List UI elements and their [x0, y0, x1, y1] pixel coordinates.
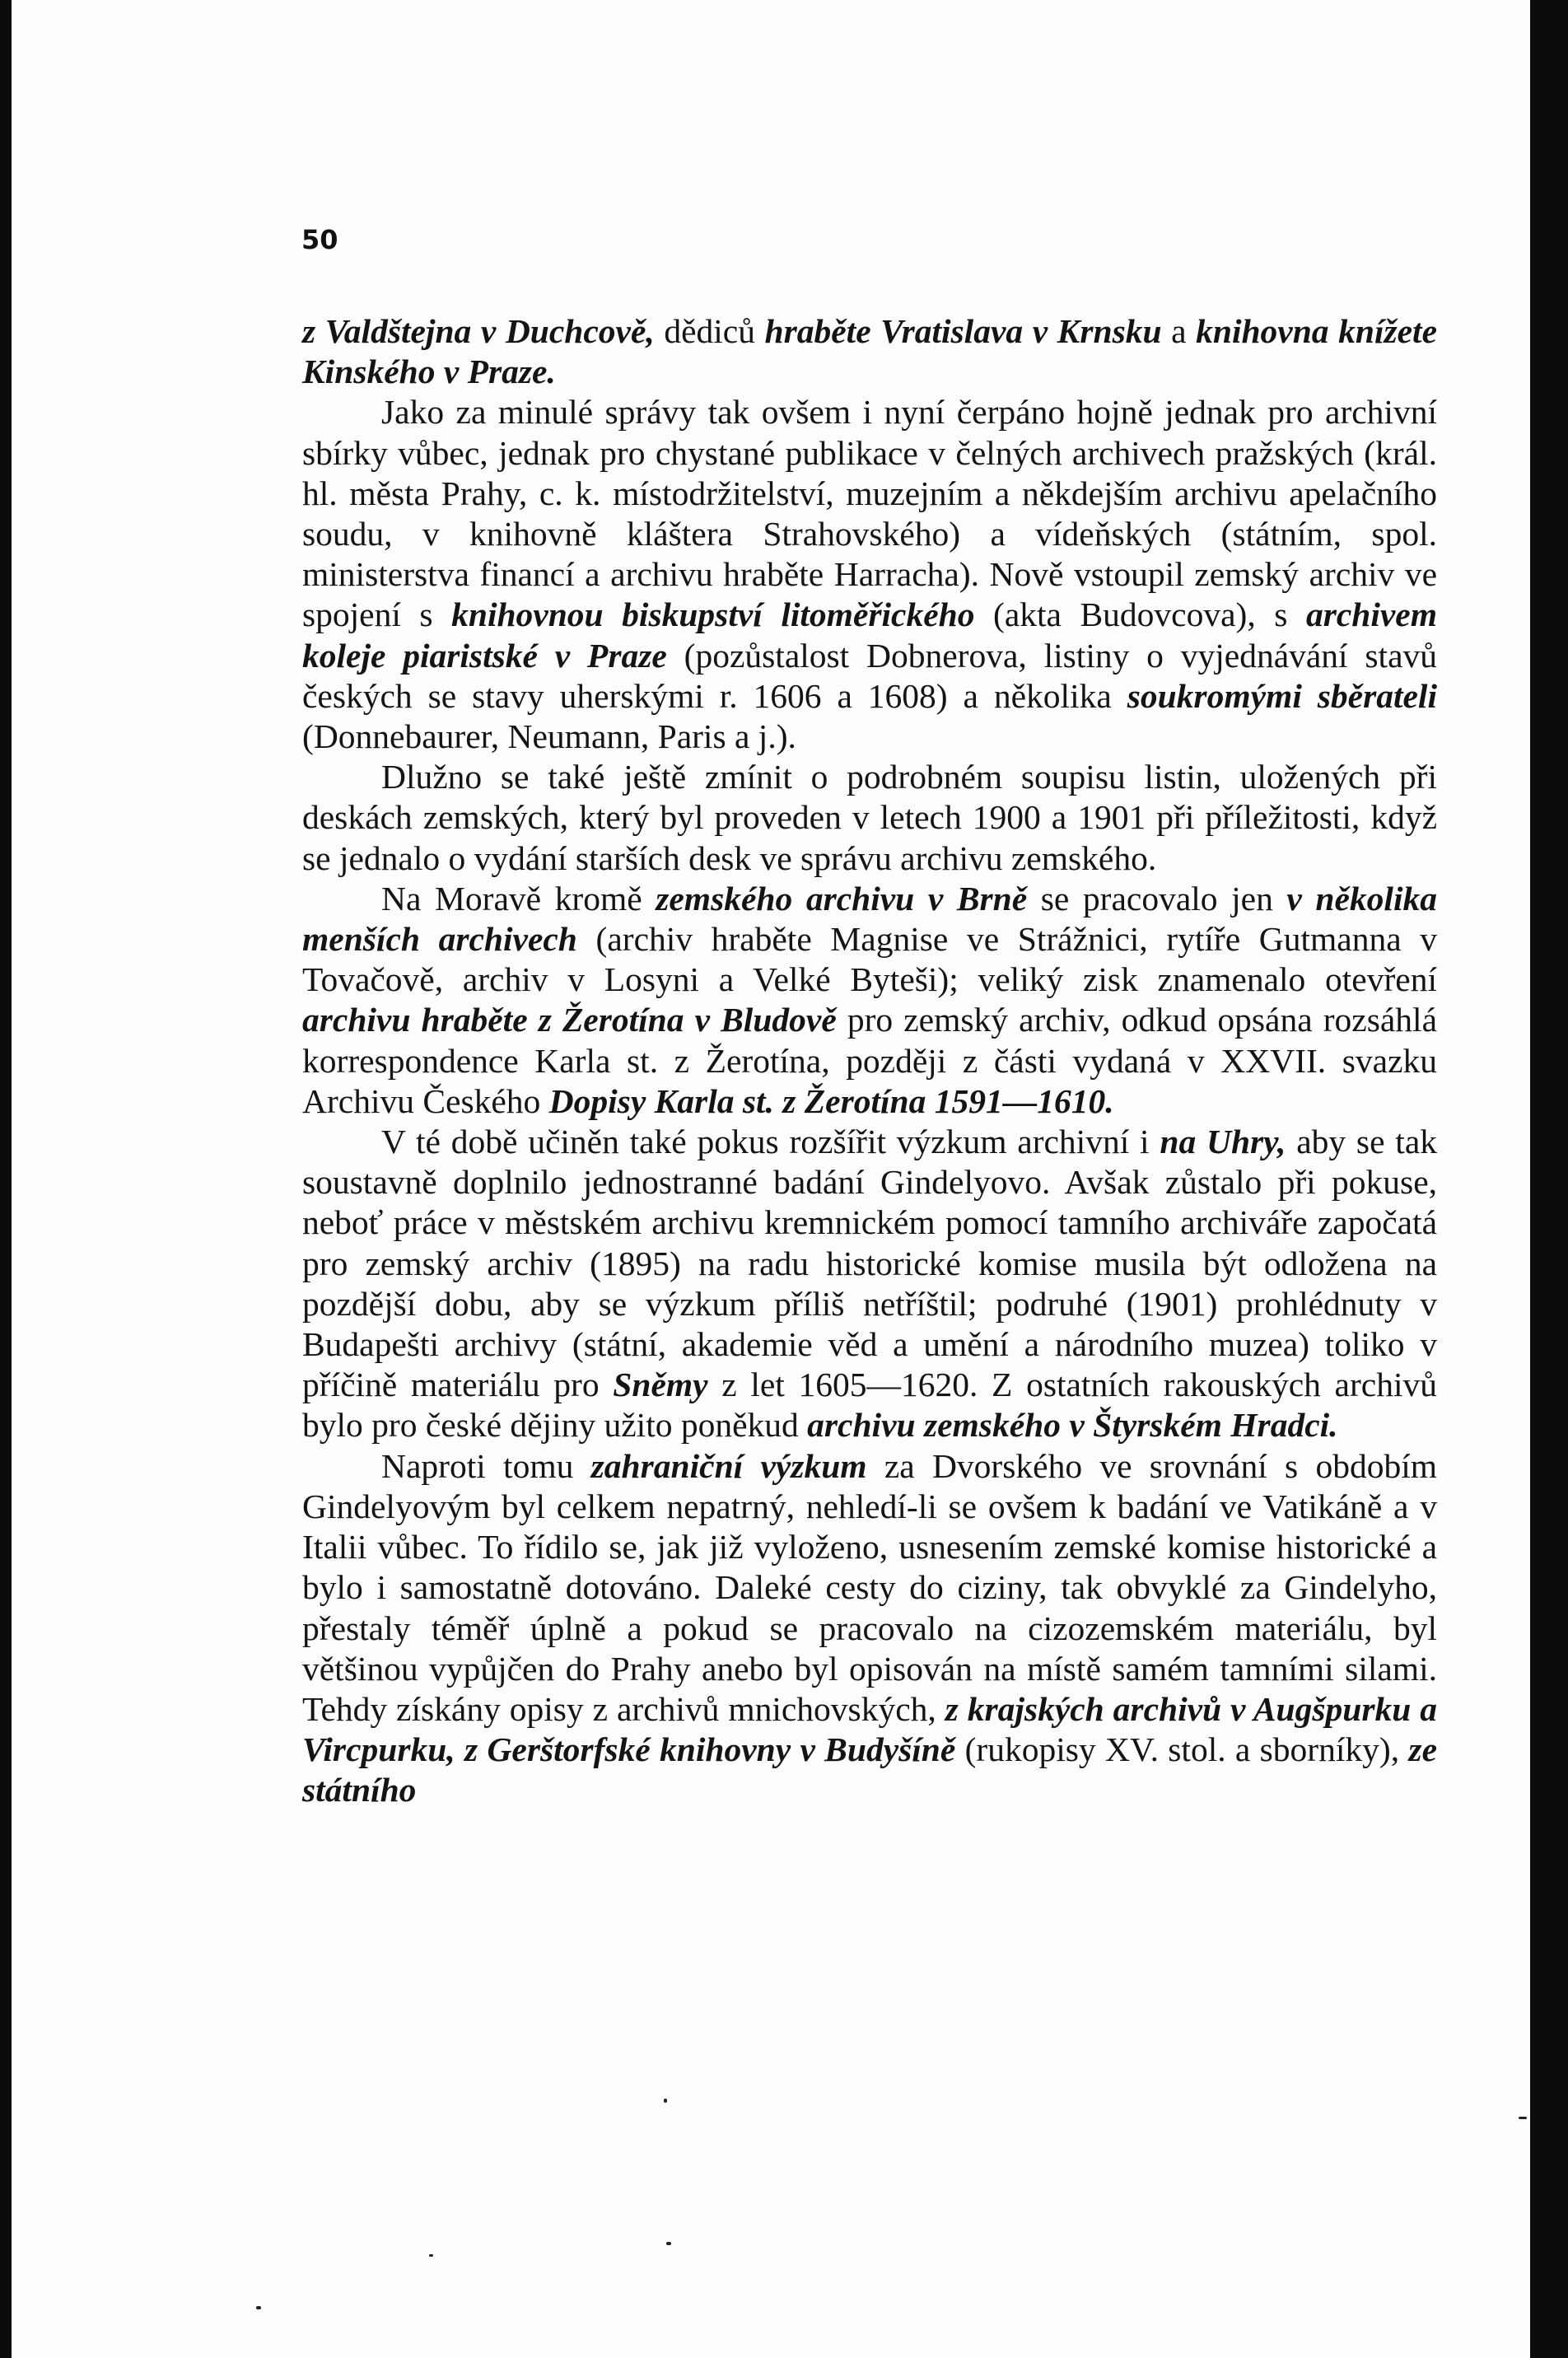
emphasized-text: archivem koleje piaristské v Praze	[302, 595, 1437, 675]
emphasized-text: Dopisy Karla st. z Žerotína 1591—1610.	[548, 1081, 1114, 1120]
book-page	[12, 0, 1530, 2358]
scan-speck	[429, 2254, 433, 2257]
paragraph-6	[302, 1446, 1437, 1811]
emphasized-text: knihovnou biskupství litoměřického	[451, 595, 975, 634]
text-run: (pozůstalost Dobnerova, listiny o vyjednávání stavů českých se stavy uherskými r. 1606 a 1608) a několika	[302, 636, 1437, 715]
text-run: (archiv hraběte Magnise ve Strážnici, rytíře Gutmanna v Tovačově, archiv v Losyni a Velké Byteši); veliký zisk znamenalo otevření	[302, 920, 1438, 999]
emphasized-text: zemského archivu v Brně	[656, 879, 1028, 918]
text-run: dědiců	[654, 312, 765, 350]
emphasized-text: ze státního	[302, 1730, 1437, 1809]
text-run: za Dvorského ve srovnání s obdobím Gindelyovým byl celkem nepatrný, nehledí-li se ovšem k badání ve Vatikáně a v Italii vůbec. To řídilo se, jak již vyloženo, usnesením zemské komise historické a bylo i samostatně dotováno. Daleké cesty do ciziny, tak obvyklé za Gindelyho, přestaly téměř úplně a pokud se pracovalo na cizozemském materiálu, byl většinou vypůjčen do Prahy anebo byl opisován na místě samém tamními silami. Tehdy získány opisy z archivů mnichovských,	[302, 1446, 1437, 1728]
page-number: 50	[301, 224, 338, 255]
scan-speck	[256, 2306, 261, 2309]
text-run: a	[1161, 312, 1197, 350]
emphasized-text: archivu hraběte z Žerotína v Bludově	[302, 1001, 837, 1039]
emphasized-text: archivu zemského v Štyrském Hradci.	[807, 1406, 1338, 1445]
paragraph-5	[302, 1122, 1437, 1446]
emphasized-text: zahraniční výzkum	[590, 1446, 867, 1485]
emphasized-text: hraběte Vratislava v Krnsku	[764, 312, 1162, 350]
emphasized-text: Sněmy	[613, 1366, 708, 1404]
emphasized-text: z Valdštejna v Duchcově,	[302, 312, 655, 350]
paragraph-1	[302, 311, 1437, 392]
paragraph-4	[302, 879, 1437, 1122]
emphasized-text: z krajských archivů v Augšpurku a Vircpurku, z Gerštorfské knihovny v Budyšíně	[302, 1689, 1437, 1769]
text-run: Dlužno se také ještě zmínit o podrobném soupisu listin, uložených při deskách zemských, který byl proveden v letech 1900 a 1901 při příležitosti, když se jednalo o vydání starších desk ve správu archivu zemského.	[302, 758, 1437, 877]
emphasized-text: na Uhry,	[1160, 1123, 1286, 1161]
text-run: (rukopisy XV. stol. a sborníky),	[955, 1730, 1409, 1769]
scan-speck	[1519, 2117, 1527, 2119]
scan-speck	[666, 2242, 671, 2245]
text-run: se pracovalo jen	[1027, 879, 1287, 918]
text-run: Naproti tomu	[381, 1446, 591, 1485]
body-text	[302, 311, 1437, 1811]
emphasized-text: soukromými sběrateli	[1127, 676, 1437, 715]
text-run: z let 1605—1620. Z ostatních rakouských archivů bylo pro české dějiny užito poněkud	[302, 1366, 1438, 1445]
text-run: pro zemský archiv, odkud opsána rozsáhlá korrespondence Karla st. z Žerotína, později z části vydaná v XXVII. svazku Archivu Českého	[302, 1001, 1437, 1120]
emphasized-text: knihovna knížete Kinského v Praze.	[302, 312, 1437, 391]
emphasized-text: v několika menších archivech	[302, 879, 1437, 959]
text-run: V té době učiněn také pokus rozšířit výzkum archivní i	[381, 1123, 1160, 1161]
paragraph-2	[302, 392, 1437, 757]
text-run: (Donnebaurer, Neumann, Paris a j.).	[302, 717, 796, 756]
paragraph-3	[302, 757, 1437, 879]
text-run: Na Moravě kromě	[381, 879, 656, 918]
text-run: aby se tak soustavně doplnilo jednostranné badání Gindelyovo. Avšak zůstalo při pokuse, neboť práce v městském archivu kremnickém pomocí tamního archiváře započatá pro zemský archiv (1895) na radu historické komise musila být odložena na pozdější dobu, aby se výzkum příliš netříštil; podruhé (1901) prohlédnuty v Budapešti archivy (státní, akademie věd a umění a národního muzea) toliko v příčině materiálu pro	[302, 1123, 1437, 1404]
text-run: Jako za minulé správy tak ovšem i nyní čerpáno hojně jednak pro archivní sbírky vůbec, jednak pro chystané publikace v čelných archivech pražských (král. hl. města Prahy, c. k. místodržitelství, muzejním a někdejším archivu apelačního soudu, v knihovně kláštera Strahovského) a vídeňských (státním, spol. ministerstva financí a archivu hraběte Harracha). Nově vstoupil zemský archiv ve spojení s	[302, 393, 1437, 634]
scan-speck	[664, 2099, 667, 2103]
text-run: (akta Budovcova), s	[974, 595, 1306, 634]
